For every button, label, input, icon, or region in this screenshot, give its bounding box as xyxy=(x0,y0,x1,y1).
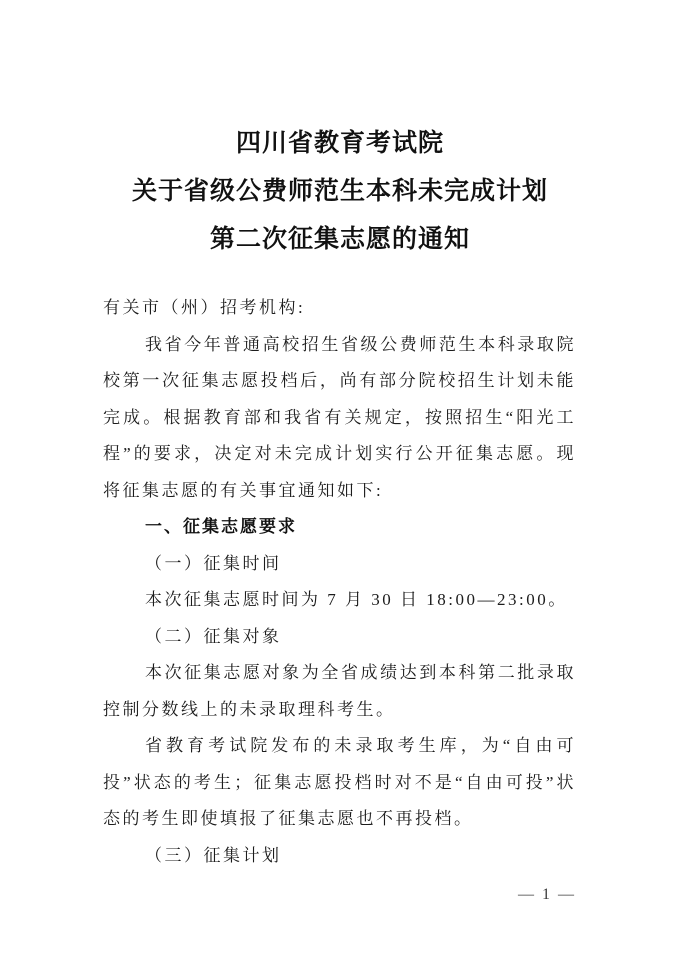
subsection-heading-2: （二）征集对象 xyxy=(145,626,282,646)
title-line-2: 关于省级公费师范生本科未完成计划 xyxy=(131,178,548,205)
subsection-text-2a: 本次征集志愿对象为全省成绩达到本科第二批录取控制分数线上的未录取理科考生。 xyxy=(103,663,576,719)
subsection-heading-3: （三）征集计划 xyxy=(145,845,282,865)
title-line-3: 第二次征集志愿的通知 xyxy=(209,226,470,253)
subsection-text-2b: 省教育考试院发布的未录取考生库，为“自由可投”状态的考生；征集志愿投档时对不是“自由可投”状态的考生即使填报了征集志愿也不再投档。 xyxy=(103,736,576,828)
title-line-1: 四川省教育考试院 xyxy=(235,130,444,157)
document-title xyxy=(0,0,680,264)
section-heading-1: 一、征集志愿要求 xyxy=(145,517,297,536)
document-body xyxy=(0,290,680,874)
intro-paragraph: 我省今年普通高校招生省级公费师范生本科录取院校第一次征集志愿投档后，尚有部分院校招生计划未能完成。根据教育部和我省有关规定，按照招生“阳光工程”的要求，决定对未完成计划实行公开征集志愿。现将征集志愿的有关事宜通知如下: xyxy=(103,334,576,500)
subsection-text-1: 本次征集志愿时间为 7 月 30 日 18:00—23:00。 xyxy=(145,590,568,609)
subsection-heading-1: （一）征集时间 xyxy=(145,553,282,573)
salutation: 有关市（州）招考机构: xyxy=(103,298,306,317)
page-number: — 1 — xyxy=(518,886,576,903)
